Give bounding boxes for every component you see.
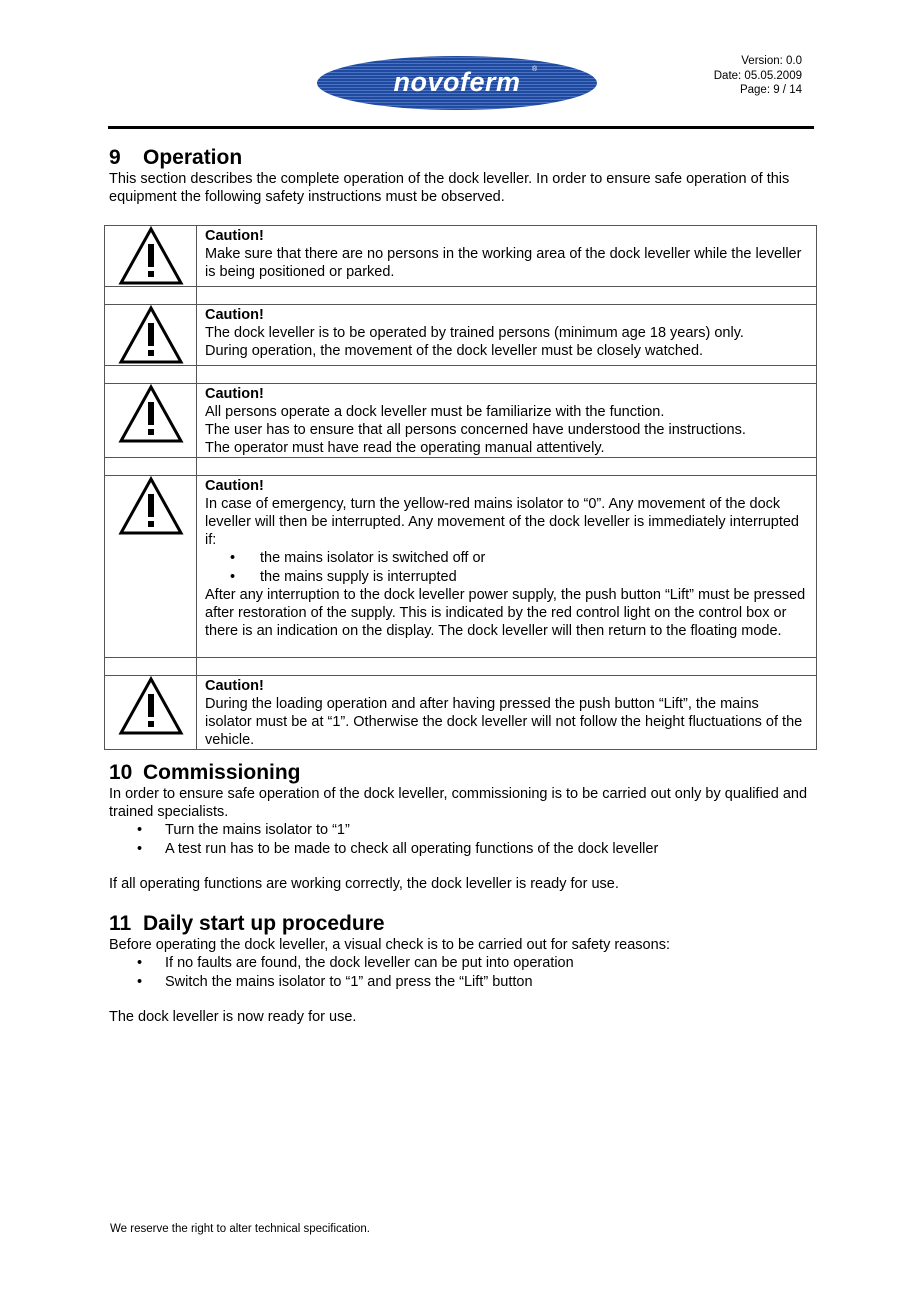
list-item: • the mains isolator is switched off or bbox=[205, 549, 808, 568]
warning-icon bbox=[118, 226, 184, 286]
caution-row bbox=[105, 226, 817, 287]
header-divider bbox=[108, 126, 814, 129]
caution-text: Caution! In case of emergency, turn the yellow-red mains isolator to “0”. Any movement of the dock leveller will then be interrupted. Any movement of the dock leveller is immediately interrupted if: • the mains isolator is switched off or • the mains supply is interrupted After any interruption to the dock leveller power supply, the push button “Lift” must be pressed after restoration of the supply. This is indicated by the red control light on the control box or there is an indication on the display. The dock leveller will then return to the floating mode. bbox=[197, 476, 817, 658]
list-item: • Switch the mains isolator to “1” and press the “Lift” button bbox=[109, 973, 819, 992]
version-label: Version: 0.0 bbox=[741, 55, 802, 67]
section-heading: 11 Daily start up procedure bbox=[109, 912, 385, 935]
list-item: • the mains supply is interrupted bbox=[205, 568, 808, 587]
warning-icon-cell bbox=[105, 676, 197, 750]
list-item: • If no faults are found, the dock leveller can be put into operation bbox=[109, 954, 819, 973]
page-label: Page: 9 / 14 bbox=[739, 84, 802, 96]
caution-row bbox=[105, 384, 817, 458]
warning-icon-cell bbox=[105, 384, 197, 458]
warning-icon-cell bbox=[105, 305, 197, 366]
warning-icon-cell bbox=[105, 226, 197, 287]
section-intro: In order to ensure safe operation of the dock leveller, commissioning is to be carried out only by qualified and trained specialists. bbox=[109, 786, 808, 820]
section-heading: 10 Commissioning bbox=[109, 761, 301, 784]
warning-icon bbox=[118, 384, 184, 444]
section-daily-startup bbox=[109, 912, 819, 1026]
document-meta bbox=[714, 54, 802, 98]
caution-text: Caution! The dock leveller is to be operated by trained persons (minimum age 18 years) only. During operation, the movement of the dock leveller must be closely watched. bbox=[197, 305, 817, 366]
caution-text: Caution! Make sure that there are no persons in the working area of the dock leveller while the leveller is being positioned or parked. bbox=[197, 226, 817, 287]
novoferm-logo bbox=[316, 55, 598, 111]
section-intro: This section describes the complete operation of the dock leveller. In order to ensure safe operation of this equipment the following safety instructions must be observed. bbox=[109, 171, 790, 205]
caution-row bbox=[105, 305, 817, 366]
date-label: Date: 05.05.2009 bbox=[713, 69, 802, 82]
warning-icon bbox=[118, 305, 184, 365]
svg-text:®: ® bbox=[532, 66, 538, 73]
caution-table bbox=[104, 225, 817, 750]
section-intro: Before operating the dock leveller, a visual check is to be carried out for safety reasons: bbox=[109, 937, 670, 953]
section-outro: If all operating functions are working correctly, the dock leveller is ready for use. bbox=[109, 876, 619, 892]
warning-icon bbox=[118, 676, 184, 736]
footer-note: We reserve the right to alter technical specification. bbox=[110, 1223, 370, 1235]
section-commissioning bbox=[109, 761, 819, 893]
section-operation bbox=[109, 146, 819, 206]
svg-text:novoferm: novoferm bbox=[393, 67, 521, 97]
section-outro: The dock leveller is now ready for use. bbox=[109, 1009, 357, 1025]
list-item: • A test run has to be made to check all operating functions of the dock leveller bbox=[109, 840, 819, 859]
section-heading: 9 Operation bbox=[109, 146, 243, 169]
list-item: • Turn the mains isolator to “1” bbox=[109, 821, 819, 840]
caution-text: Caution! All persons operate a dock leveller must be familiarize with the function. The user has to ensure that all persons concerned have understood the instructions. The operator must have read the operating manual attentively. bbox=[197, 384, 817, 458]
warning-icon bbox=[118, 476, 184, 536]
caution-text: Caution! During the loading operation and after having pressed the push button “Lift”, the mains isolator must be at “1”. Otherwise the dock leveller will not follow the height fluctuations of the vehicle. bbox=[197, 676, 817, 750]
warning-icon-cell bbox=[105, 476, 197, 658]
caution-row bbox=[105, 676, 817, 750]
caution-row bbox=[105, 476, 817, 658]
